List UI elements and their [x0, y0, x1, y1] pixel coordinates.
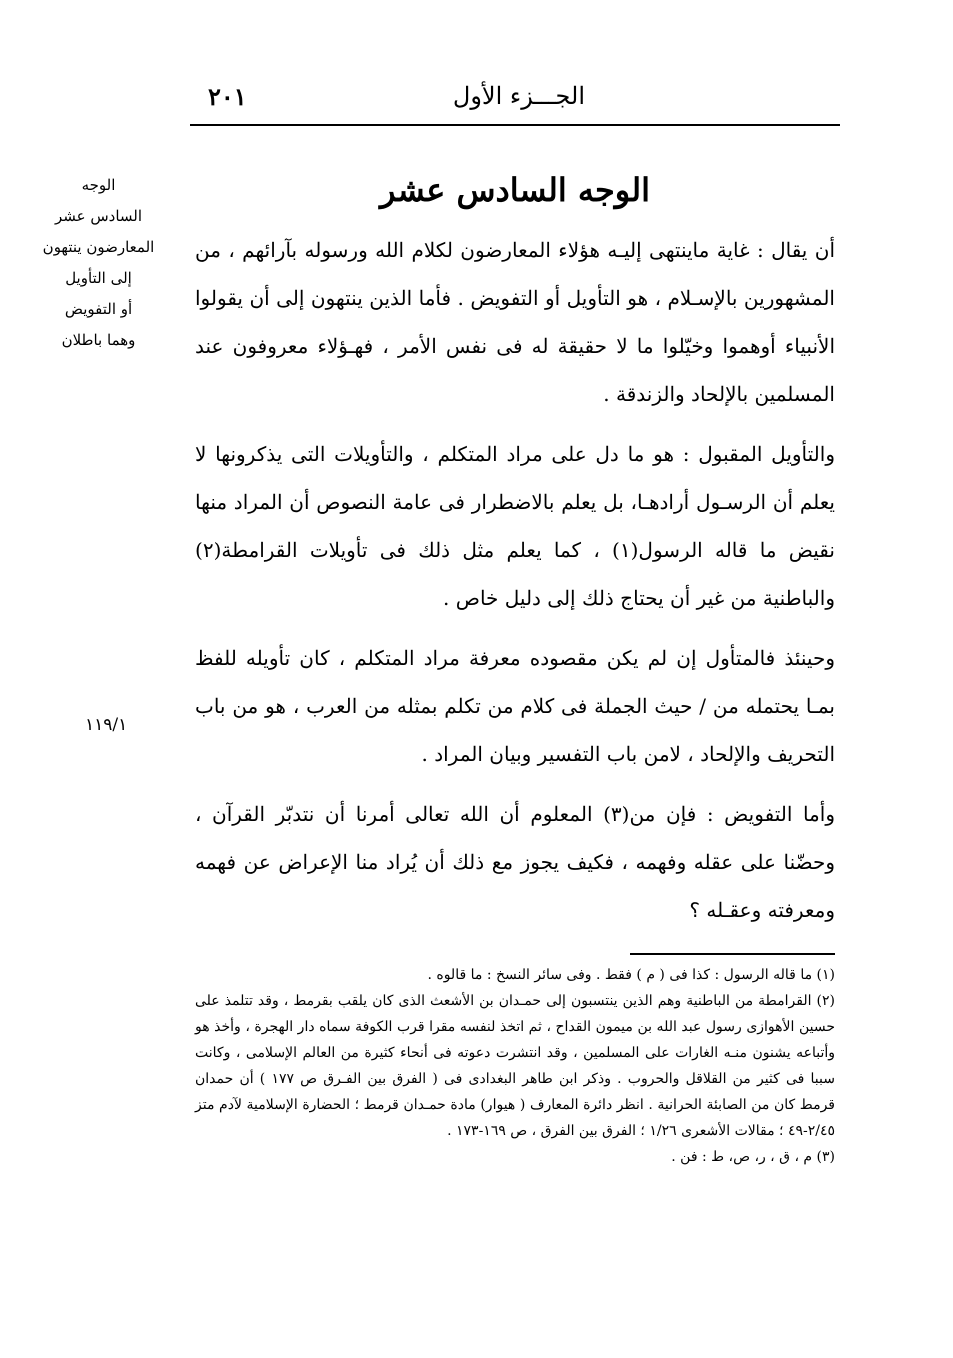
- margin-note-line: المعارضون ينتهون: [42, 238, 155, 256]
- page-number: ٢٠١: [208, 82, 247, 111]
- paragraph: أن يقال : غاية ماينتهى إليـه هؤلاء المعارضون لكلام الله ورسوله بآرائهم ، من المشهورين بالإسـلام ، هو التأويل أو التفويض . فأما الذين ينتهون إلى أن يقولوا الأنبياء أوهموا وخيّلوا ما لا حقيقة له فى نفس الأمر ، فهـؤلاء معروفون عند المسلمين بالإلحاد والزندقة .: [195, 238, 835, 406]
- main-text: [195, 168, 835, 946]
- footnote: (٣) م ، ق ، ر، ص، ط : فن .: [671, 1149, 835, 1165]
- margin-note-line: السادس عشر: [54, 207, 143, 225]
- margin-reference: ١١٩/١: [85, 715, 128, 735]
- paragraph: وأما التفويض : فإن من(٣) المعلوم أن الله تعالى أمرنا أن نتدبّر القرآن ، وحضّنا على عقله وفهمه ، فكيف يجوز مع ذلك أن يُراد منا الإعراض عن فهمه ومعرفته وعقـله ؟: [195, 802, 835, 922]
- margin-note: [31, 170, 166, 356]
- margin-note-line: إلى التأويل: [65, 269, 132, 287]
- footnotes: [195, 962, 835, 1170]
- margin-note-line: أو التفويض: [64, 300, 133, 318]
- paragraph: وحينئذ فالمتأول إن لم يكن مقصوده معرفة مراد المتكلم ، كان تأويله للفظ بمـا يحتمله من / حيث الجملة فى كلام من تكلم بمثله من العرب ، هو من باب التحريف والإلحاد ، لامن باب التفسير وبيان المراد .: [195, 646, 835, 766]
- margin-note-line: الوجه: [81, 176, 116, 194]
- section-title: الوجه السادس عشر: [380, 171, 650, 209]
- footnote-divider: [630, 953, 835, 955]
- page-header: [190, 80, 840, 126]
- paragraph: والتأويل المقبول : هو ما دل على مراد المتكلم ، والتأويلات التى يذكرونها لا يعلم أن الرسـول أرادهـا، بل يعلم بالاضطرار فى عامة النصوص أن المراد منها نقيض ما قاله الرسول(١) ، كما يعلم مثل ذلك فى تأويلات القرامطة(٢) والباطنية من غير أن يحتاج ذلك إلى دليل خاص .: [195, 442, 835, 610]
- margin-note-line: وهما باطلان: [61, 331, 136, 349]
- footnote: (١) ما قاله الرسول : كذا فى ( م ) فقط . وفى سائر النسخ : ما قالوه .: [427, 967, 835, 983]
- footnote: (٢) القرامطة من الباطنية وهم الذين ينتسبون إلى حمـدان بن الأشعث الذى كان يلقب بقرمط ، وقد تتلمذ على حسين الأهوازى رسول عبد الله بن ميمون القداح ، ثم اتخذ لنفسه مقرا قرب الكوفة سماه دار الهجرة ، وأخذ هو وأتباعه يشنون منـه الغارات على المسلمين ، وقد انتشرت دعوته فى أنحاء كثيرة من العالم الإسلامى ، وكانت سببا فى كثير من القلاقل والحروب . وذكر ابن طاهر البغدادى فى ( الفرق بين الفـرق ص ١٧٧ ) أن حمدان قرمط كان من الصابئة الحرانية . انظر دائرة المعارف ( هيوار) مادة حمـدان قرمط ؛ الحضارة الإسلامية لآدم متز ٢/٤٥-٤٩ ؛ مقالات الأشعرى ١/٢٦ ؛ الفرق بين الفرق ، ص ١٦٩-١٧٣ .: [195, 993, 835, 1139]
- running-title: الجـــزء الأول: [452, 82, 585, 110]
